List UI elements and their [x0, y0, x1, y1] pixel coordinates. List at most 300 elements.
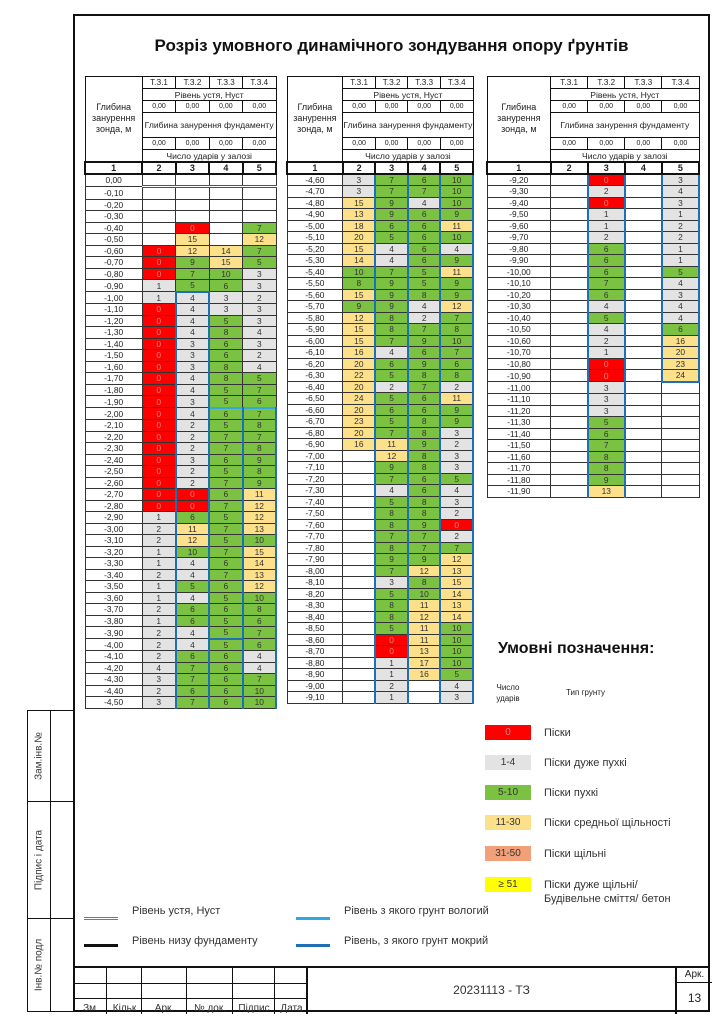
blow-count-cell: 15: [209, 257, 242, 269]
blow-count-cell: 6: [408, 220, 441, 232]
depth-cell: -9,60: [487, 220, 551, 232]
table-row: [487, 440, 699, 452]
blow-count-cell: 8: [588, 463, 625, 475]
blow-count-cell: 9: [588, 474, 625, 486]
legend-label-line: Піски дуже щільні/: [544, 879, 638, 891]
point-header: Т.З.1: [142, 77, 175, 89]
table-row: [487, 243, 699, 255]
depth-cell: -10,60: [487, 335, 551, 347]
depth-cell: -6,60: [287, 404, 343, 416]
foundation-depth-value: 0,00: [551, 138, 588, 150]
blow-count-cell: 5: [375, 393, 408, 405]
blow-count-cell: 5: [408, 266, 441, 278]
blow-count-cell: 0: [142, 245, 175, 257]
blow-count-cell: 5: [209, 420, 242, 432]
depth-cell: -7,00: [287, 450, 343, 462]
blow-count-cell: [343, 611, 376, 623]
blow-count-cell: [625, 186, 662, 198]
blow-count-cell: 4: [375, 255, 408, 267]
depth-cell: -3,70: [85, 604, 142, 616]
blow-count-cell: 5: [375, 416, 408, 428]
depth-cell: -4,80: [287, 197, 343, 209]
table-row: [85, 187, 276, 200]
blow-count-cell: 8: [588, 451, 625, 463]
depth-cell: -7,90: [287, 554, 343, 566]
blow-count-cell: 11: [440, 266, 473, 278]
mouth-level-value: 0,00: [440, 101, 473, 113]
depth-cell: -0,70: [85, 257, 142, 269]
blow-count-cell: 9: [440, 278, 473, 290]
table-row: [487, 474, 699, 486]
table-row: [85, 604, 276, 616]
table-row: [287, 278, 473, 290]
blow-count-cell: [551, 394, 588, 406]
blow-count-cell: [662, 394, 699, 406]
blow-count-cell: 17: [408, 657, 441, 669]
depth-cell: -11,70: [487, 463, 551, 475]
blow-count-cell: 6: [209, 350, 242, 362]
blow-count-cell: [551, 220, 588, 232]
depth-cell: -8,30: [287, 600, 343, 612]
blow-count-cell: [343, 554, 376, 566]
blow-count-cell: [625, 312, 662, 324]
blow-count-cell: [551, 463, 588, 475]
depth-cell: -5,00: [287, 220, 343, 232]
blow-count-cell: 10: [440, 174, 473, 186]
table-row: [287, 462, 473, 474]
blow-count-cell: 5: [209, 615, 242, 627]
blow-count-cell: 3: [588, 382, 625, 394]
blow-count-cell: 12: [375, 450, 408, 462]
table-row: [287, 209, 473, 221]
table-row: [85, 257, 276, 269]
blow-count-cell: [243, 211, 276, 223]
blow-count-cell: 0: [142, 327, 175, 339]
blow-count-cell: [142, 211, 175, 223]
blow-count-cell: 2: [142, 523, 175, 535]
blow-count-cell: [551, 370, 588, 382]
blow-count-cell: [625, 220, 662, 232]
depth-cell: -8,50: [287, 623, 343, 635]
blow-count-cell: [551, 324, 588, 336]
table-row: [487, 335, 699, 347]
column-number: 5: [662, 162, 699, 174]
mouth-level-label: Рівень устя, Нуст: [132, 905, 221, 917]
blow-count-cell: 9: [408, 519, 441, 531]
blow-count-cell: 9: [375, 289, 408, 301]
mouth-level-value: 0,00: [243, 101, 276, 113]
blow-count-cell: 9: [408, 439, 441, 451]
blow-count-cell: 7: [375, 565, 408, 577]
blow-count-cell: 5: [209, 315, 242, 327]
depth-cell: -0,40: [85, 222, 142, 234]
table-row: [85, 592, 276, 604]
side-stamp-replaced-inv: [27, 710, 74, 802]
depth-cell: -9,50: [487, 209, 551, 221]
blow-count-cell: 6: [176, 615, 209, 627]
blow-count-cell: 2: [176, 443, 209, 455]
legend-col-blows: Число ударів: [496, 683, 520, 703]
sheet-label: Арк.: [677, 968, 712, 983]
table-row: [85, 396, 276, 408]
table-row: [287, 623, 473, 635]
blow-count-cell: 2: [375, 680, 408, 692]
table-row: [85, 304, 276, 316]
legend-label: [544, 726, 571, 740]
blow-count-cell: 16: [343, 347, 376, 359]
depth-cell: -4,20: [85, 662, 142, 674]
blow-count-cell: 8: [408, 496, 441, 508]
blow-count-cell: [551, 440, 588, 452]
blow-count-cell: [551, 347, 588, 359]
blow-count-cell: 15: [440, 577, 473, 589]
depth-cell: -3,10: [85, 535, 142, 547]
blow-count-cell: 2: [440, 508, 473, 520]
blow-count-cell: [343, 588, 376, 600]
blow-count-cell: 9: [375, 209, 408, 221]
depth-cell: -7,40: [287, 496, 343, 508]
blow-count-cell: 10: [440, 657, 473, 669]
document-code: 20231113 - ТЗ: [453, 983, 530, 997]
blow-count-cell: 9: [440, 209, 473, 221]
blow-count-cell: [625, 301, 662, 313]
blow-count-cell: 5: [209, 592, 242, 604]
point-header: Т.З.2: [176, 77, 209, 89]
blow-count-cell: 20: [343, 232, 376, 244]
depth-cell: -1,30: [85, 327, 142, 339]
blow-count-cell: 4: [375, 243, 408, 255]
blow-count-cell: 0: [142, 315, 175, 327]
blow-count-cell: 7: [440, 312, 473, 324]
foundation-depth-value: 0,00: [440, 138, 473, 150]
depth-cell: -8,90: [287, 669, 343, 681]
depth-cell: -10,80: [487, 358, 551, 370]
blow-count-cell: [551, 197, 588, 209]
blow-count-cell: 5: [209, 639, 242, 651]
depth-header: Глибина занурення зонда, м: [487, 77, 551, 162]
table-row: [287, 393, 473, 405]
blow-count-cell: 5: [440, 473, 473, 485]
blow-count-cell: [343, 565, 376, 577]
blow-count-cell: [625, 394, 662, 406]
depth-cell: -6,90: [287, 439, 343, 451]
foundation-depth-value: 0,00: [375, 138, 408, 150]
blow-count-cell: 7: [176, 674, 209, 686]
table-row: [287, 646, 473, 658]
blow-count-cell: 6: [408, 209, 441, 221]
blow-count-cell: 7: [209, 523, 242, 535]
table-row: [85, 408, 276, 420]
blow-count-cell: [343, 634, 376, 646]
blow-count-cell: [142, 187, 175, 200]
blow-count-cell: 8: [408, 508, 441, 520]
blow-count-cell: 5: [375, 496, 408, 508]
table-row: [287, 243, 473, 255]
blow-count-cell: 10: [440, 646, 473, 658]
blow-count-cell: 7: [375, 427, 408, 439]
legend-col-soil: Тип грунту: [566, 688, 606, 697]
legend-label: [544, 786, 598, 800]
blow-count-cell: 7: [209, 500, 242, 512]
column-number: 2: [343, 162, 376, 174]
legend-title: Умовні позначення:: [498, 640, 655, 657]
blow-count-cell: 0: [142, 408, 175, 420]
blow-count-cell: 1: [588, 220, 625, 232]
blow-count-cell: 7: [408, 542, 441, 554]
blow-count-cell: 8: [375, 312, 408, 324]
blow-count-cell: [176, 187, 209, 200]
blow-count-cell: 5: [209, 466, 242, 478]
depth-cell: -10,40: [487, 312, 551, 324]
depth-cell: -11,90: [487, 486, 551, 498]
depth-cell: -11,80: [487, 474, 551, 486]
mouth-level-value: 0,00: [343, 101, 376, 113]
blow-count-cell: 10: [440, 623, 473, 635]
blow-count-cell: 7: [243, 674, 276, 686]
blow-count-cell: 0: [142, 396, 175, 408]
table-row: [287, 232, 473, 244]
sheet-number: 13: [687, 991, 702, 1005]
blow-count-cell: 0: [142, 304, 175, 316]
table-row: [287, 174, 473, 186]
depth-cell: -6,50: [287, 393, 343, 405]
point-header: Т.З.1: [343, 77, 376, 89]
blow-count-cell: 1: [142, 558, 175, 570]
blow-count-cell: 5: [209, 535, 242, 547]
blow-count-cell: 0: [142, 454, 175, 466]
blow-count-cell: 9: [440, 416, 473, 428]
col-sheet: Арк.: [154, 1003, 175, 1014]
depth-cell: -4,30: [85, 674, 142, 686]
depth-cell: -1,90: [85, 396, 142, 408]
blow-count-cell: 4: [176, 408, 209, 420]
blow-count-cell: 12: [243, 512, 276, 524]
blow-count-cell: 4: [176, 627, 209, 639]
blow-count-cell: 16: [662, 335, 699, 347]
blow-count-cell: 20: [343, 358, 376, 370]
table-row: [287, 577, 473, 589]
column-number: 2: [551, 162, 588, 174]
blow-count-cell: [343, 473, 376, 485]
blow-count-cell: 7: [588, 278, 625, 290]
table-row: [85, 512, 276, 524]
depth-cell: -4,10: [85, 651, 142, 663]
depth-cell: -8,60: [287, 634, 343, 646]
blow-count-cell: 7: [375, 174, 408, 186]
blow-count-cell: 2: [588, 335, 625, 347]
depth-cell: -7,70: [287, 531, 343, 543]
depth-cell: -6,40: [287, 381, 343, 393]
blow-count-cell: 20: [343, 404, 376, 416]
blow-count-cell: [625, 174, 662, 186]
table-row: [287, 657, 473, 669]
table-row: [487, 451, 699, 463]
foundation-bottom-label: Рівень низу фундаменту: [132, 935, 258, 947]
blow-count-cell: [343, 646, 376, 658]
blow-count-cell: [551, 335, 588, 347]
blow-count-cell: [551, 289, 588, 301]
depth-cell: -11,10: [487, 394, 551, 406]
blow-count-cell: 24: [343, 393, 376, 405]
depth-cell: -8,10: [287, 577, 343, 589]
blow-count-cell: 13: [243, 523, 276, 535]
foundation-depth-header: Глибина занурення фундаменту: [551, 113, 699, 138]
blow-count-cell: 4: [440, 680, 473, 692]
point-header: Т.З.3: [625, 77, 662, 89]
blow-count-cell: [343, 485, 376, 497]
blow-count-cell: 4: [176, 639, 209, 651]
col-date: Дата: [280, 1003, 303, 1014]
blow-count-cell: 14: [440, 611, 473, 623]
blow-count-cell: 10: [440, 634, 473, 646]
depth-cell: -2,90: [85, 512, 142, 524]
col-doc-number: № док.: [193, 1003, 227, 1014]
blow-count-cell: [625, 474, 662, 486]
blow-count-cell: 4: [176, 292, 209, 304]
depth-cell: -5,70: [287, 301, 343, 313]
blow-count-cell: 2: [142, 651, 175, 663]
depth-cell: -5,10: [287, 232, 343, 244]
blow-count-cell: 6: [588, 243, 625, 255]
blow-count-cell: 15: [343, 289, 376, 301]
table-row: [487, 382, 699, 394]
depth-cell: -5,50: [287, 278, 343, 290]
table-row: [287, 531, 473, 543]
blow-count-cell: 6: [588, 266, 625, 278]
depth-cell: -10,30: [487, 301, 551, 313]
blow-count-cell: 2: [142, 604, 175, 616]
foundation-depth-value: 0,00: [343, 138, 376, 150]
blow-count-cell: [551, 428, 588, 440]
blow-count-cell: 14: [440, 588, 473, 600]
table-row: [487, 417, 699, 429]
blow-count-cell: 3: [243, 304, 276, 316]
blow-count-cell: 6: [176, 651, 209, 663]
blow-count-cell: 15: [176, 234, 209, 246]
blow-count-cell: 2: [176, 466, 209, 478]
table-row: [85, 384, 276, 396]
depth-cell: -4,00: [85, 639, 142, 651]
table-row: [85, 685, 276, 697]
blow-count-cell: 0: [588, 358, 625, 370]
table-row: [287, 347, 473, 359]
table-row: [287, 255, 473, 267]
blow-count-cell: [625, 358, 662, 370]
column-number: 3: [375, 162, 408, 174]
column-number: 4: [209, 162, 242, 174]
point-header: Т.З.3: [209, 77, 242, 89]
blow-count-cell: 2: [142, 685, 175, 697]
blow-count-cell: [343, 450, 376, 462]
table-row: [85, 431, 276, 443]
depth-cell: -0,10: [85, 187, 142, 200]
table-row: [287, 197, 473, 209]
table-row: [487, 358, 699, 370]
blow-count-cell: 0: [142, 420, 175, 432]
blow-count-cell: 4: [176, 315, 209, 327]
depth-cell: -9,40: [487, 197, 551, 209]
blow-count-cell: 10: [209, 268, 242, 280]
blow-count-cell: 8: [408, 416, 441, 428]
blow-count-cell: 0: [142, 443, 175, 455]
depth-cell: -1,60: [85, 361, 142, 373]
depth-cell: -7,20: [287, 473, 343, 485]
page-title: Розріз умовного динамічного зондування опору ґрунтів: [154, 36, 629, 55]
blow-count-cell: 7: [375, 531, 408, 543]
column-number: 4: [408, 162, 441, 174]
blow-count-cell: [551, 417, 588, 429]
blow-count-cell: 4: [176, 592, 209, 604]
foundation-depth-header: Глибина занурення фундаменту: [343, 113, 473, 138]
table-row: [85, 477, 276, 489]
table-row: [85, 211, 276, 223]
table-row: [287, 381, 473, 393]
blow-count-cell: 2: [588, 232, 625, 244]
depth-cell: -2,80: [85, 500, 142, 512]
depth-cell: -10,00: [487, 266, 551, 278]
blow-count-cell: 5: [176, 280, 209, 292]
depth-cell: -2,00: [85, 408, 142, 420]
table-row: [85, 361, 276, 373]
table-row: [487, 370, 699, 382]
blow-count-cell: 16: [343, 439, 376, 451]
foundation-depth-value: 0,00: [209, 138, 242, 150]
blow-count-cell: 9: [408, 335, 441, 347]
table-row: [85, 443, 276, 455]
blow-count-cell: [176, 174, 209, 187]
blow-count-cell: 10: [440, 197, 473, 209]
blow-count-cell: 0: [588, 174, 625, 186]
blow-count-cell: 7: [375, 335, 408, 347]
blow-count-cell: 6: [243, 639, 276, 651]
table-row: [487, 312, 699, 324]
blow-count-cell: 5: [375, 370, 408, 382]
legend-label-line: Піски средньої щільності: [544, 817, 671, 829]
table-row: [487, 289, 699, 301]
blow-count-cell: 3: [176, 350, 209, 362]
blow-count-cell: 4: [243, 361, 276, 373]
blow-count-cell: [625, 266, 662, 278]
legend-swatch: ≥ 51: [485, 877, 531, 892]
depth-cell: -2,70: [85, 489, 142, 501]
blow-count-cell: 6: [588, 255, 625, 267]
blow-count-cell: 9: [343, 301, 376, 313]
depth-cell: -1,50: [85, 350, 142, 362]
depth-cell: -3,20: [85, 546, 142, 558]
blow-count-cell: 6: [243, 615, 276, 627]
blow-count-cell: 6: [209, 280, 242, 292]
depth-cell: -9,20: [487, 174, 551, 186]
blow-count-cell: [408, 692, 441, 704]
blow-count-cell: 6: [375, 220, 408, 232]
blow-count-cell: 11: [243, 489, 276, 501]
depth-cell: -10,90: [487, 370, 551, 382]
blow-count-cell: 15: [343, 324, 376, 336]
blow-count-cell: 0: [375, 646, 408, 658]
blow-count-cell: [551, 186, 588, 198]
blow-count-cell: 3: [343, 186, 376, 198]
blow-count-cell: 22: [343, 370, 376, 382]
blow-count-cell: 10: [343, 266, 376, 278]
blow-count-cell: [625, 347, 662, 359]
blow-count-cell: 4: [176, 373, 209, 385]
table-row: [287, 324, 473, 336]
blow-count-cell: 8: [209, 327, 242, 339]
blow-count-cell: [551, 209, 588, 221]
blow-count-cell: 10: [176, 546, 209, 558]
blow-count-cell: 10: [243, 697, 276, 709]
foundation-depth-value: 0,00: [408, 138, 441, 150]
